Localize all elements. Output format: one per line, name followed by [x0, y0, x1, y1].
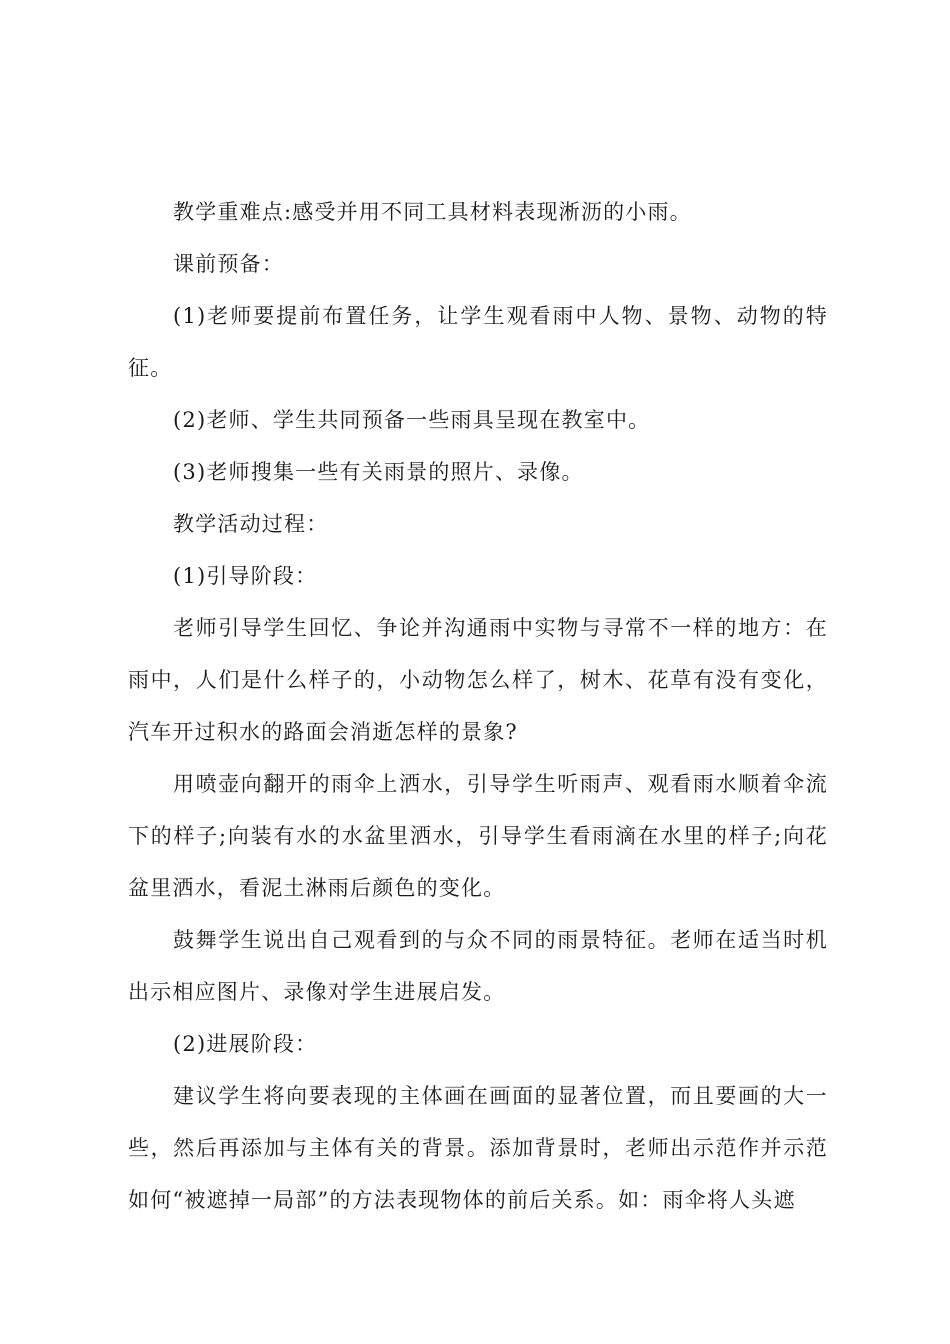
paragraph-preparation-heading: 课前预备：: [173, 252, 284, 276]
paragraph-stage-1-guidance: 老师引导学生回忆、争论并沟通雨中实物与寻常不一样的地方：在雨中，人们是什么样子的，小动物怎么样了，树木、花草有没有变化，汽车开过积水的路面会消逝怎样的景象?: [128, 616, 828, 744]
paragraph-stage-1-watering: 用喷壶向翻开的雨伞上洒水，引导学生听雨声、观看雨水顺着伞流下的样子;向装有水的水盆里洒水，引导学生看雨滴在水里的样子;向花盆里洒水，看泥土淋雨后颜色的变化。: [128, 772, 828, 900]
paragraph-preparation-1: (1)老师要提前布置任务，让学生观看雨中人物、景物、动物的特征。: [128, 304, 828, 380]
paragraph-preparation-2: (2)老师、学生共同预备一些雨具呈现在教室中。: [173, 408, 651, 432]
document-body: [128, 186, 828, 1226]
paragraph-stage-1-heading: (1)引导阶段：: [173, 564, 318, 588]
paragraph-process-heading: 教学活动过程：: [173, 512, 329, 536]
paragraph-preparation-3: (3)老师搜集一些有关雨景的照片、录像。: [173, 460, 584, 484]
paragraph-stage-2-heading: (2)进展阶段：: [173, 1032, 318, 1056]
paragraph-stage-2-suggestion: 建议学生将向要表现的主体画在画面的显著位置，而且要画的大一些，然后再添加与主体有关的背景。添加背景时，老师出示范作并示范如何“被遮掉一局部”的方法表现物体的前后关系。如：雨伞将人头遮: [128, 1084, 828, 1212]
paragraph-stage-1-encourage: 鼓舞学生说出自己观看到的与众不同的雨景特征。老师在适当时机出示相应图片、录像对学生进展启发。: [128, 928, 828, 1004]
paragraph-teaching-difficulty: 教学重难点:感受并用不同工具材料表现淅沥的小雨。: [173, 200, 692, 224]
